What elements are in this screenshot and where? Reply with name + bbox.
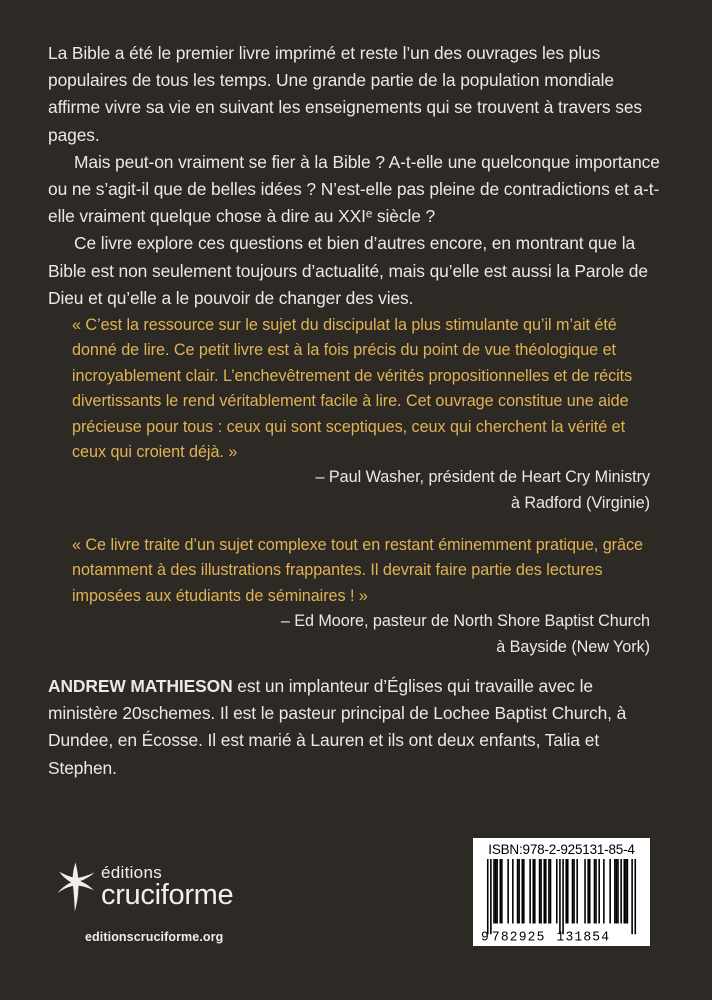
isbn-barcode	[473, 838, 650, 946]
endorsement-quote: « Ce livre traite d’un sujet complexe tout en restant éminemment pratique, grâce notamment à des illustrations frappantes. Il devrait faire partie des lectures imposées aux étudiants de séminaires ! »	[72, 536, 643, 605]
blurb-section	[48, 40, 664, 312]
author-name: ANDREW MATHIESON	[48, 676, 233, 696]
publisher-website: editionscruciforme.org	[85, 930, 224, 944]
endorsement-1	[72, 313, 650, 516]
svg-text:782925: 782925	[491, 930, 546, 943]
blurb-paragraph-3: Ce livre explore ces questions et bien d’autres encore, en montrant que la Bible est non seulement toujours d’actualité, mais qu’elle est aussi la Parole de Dieu et qu’elle a le pouvoir de changer des vies.	[48, 233, 648, 308]
publisher-wordmark	[101, 864, 233, 910]
barcode-bars	[479, 859, 644, 943]
publisher-block	[57, 862, 287, 944]
endorsement-attribution-line1: – Ed Moore, pasteur de North Shore Baptist Church	[280, 612, 650, 631]
blurb-paragraph-1: La Bible a été le premier livre imprimé et reste l’un des ouvrages les plus populaires de tous les temps. Une grande partie de la population mondiale affirme vivre sa vie en suivant les enseignements qui se trouvent à travers ses pages.	[48, 43, 642, 145]
blurb-paragraph-2: Mais peut-on vraiment se fier à la Bible ? A-t-elle une quelconque importance ou ne s’agit-il que de belles idées ? N’est-elle pas pleine de contradictions et a-t-elle vraiment quelque chose à dire au XXIᵉ siècle ?	[48, 151, 660, 227]
author-bio-paragraph	[48, 673, 664, 782]
svg-text:131854: 131854	[556, 930, 611, 943]
endorsement-quote: « C’est la ressource sur le sujet du discipulat la plus stimulante qu’il m’ait été donné de lire. Ce petit livre est à la fois précis du point de vue théologique et incroyablement clair. L’enchevêtrement de vérités propositionnelles et de récits divertissants le rend véritablement facile à lire. Cet ouvrage constitue une aide précieuse pour tous : ceux qui sont sceptiques, ceux qui cherchent la vérité et ceux qui croient déjà. »	[72, 316, 633, 462]
endorsement-attribution-line2: à Bayside (New York)	[496, 637, 650, 656]
endorsement-attribution-line2: à Radford (Virginie)	[510, 493, 650, 512]
author-bio-text: est un implanteur d’Églises qui travaille avec le ministère 20schemes. Il est le pasteur principal de Lochee Baptist Church, à Dundee, en Écosse. Il est marié à Lauren et ils ont deux enfants, Talia et Stephen.	[48, 676, 627, 778]
publisher-name-cruciforme: cruciforme	[101, 879, 234, 912]
endorsement-attribution-line1: – Paul Washer, président de Heart Cry Ministry	[315, 468, 650, 487]
author-bio-section	[48, 673, 664, 782]
svg-text:9: 9	[480, 930, 490, 943]
publisher-name-editions: éditions	[101, 863, 162, 883]
cross-icon	[57, 862, 97, 912]
endorsement-2	[72, 533, 650, 660]
isbn-label: ISBN:978-2-925131-85-4	[488, 842, 635, 857]
publisher-logo	[57, 862, 287, 912]
